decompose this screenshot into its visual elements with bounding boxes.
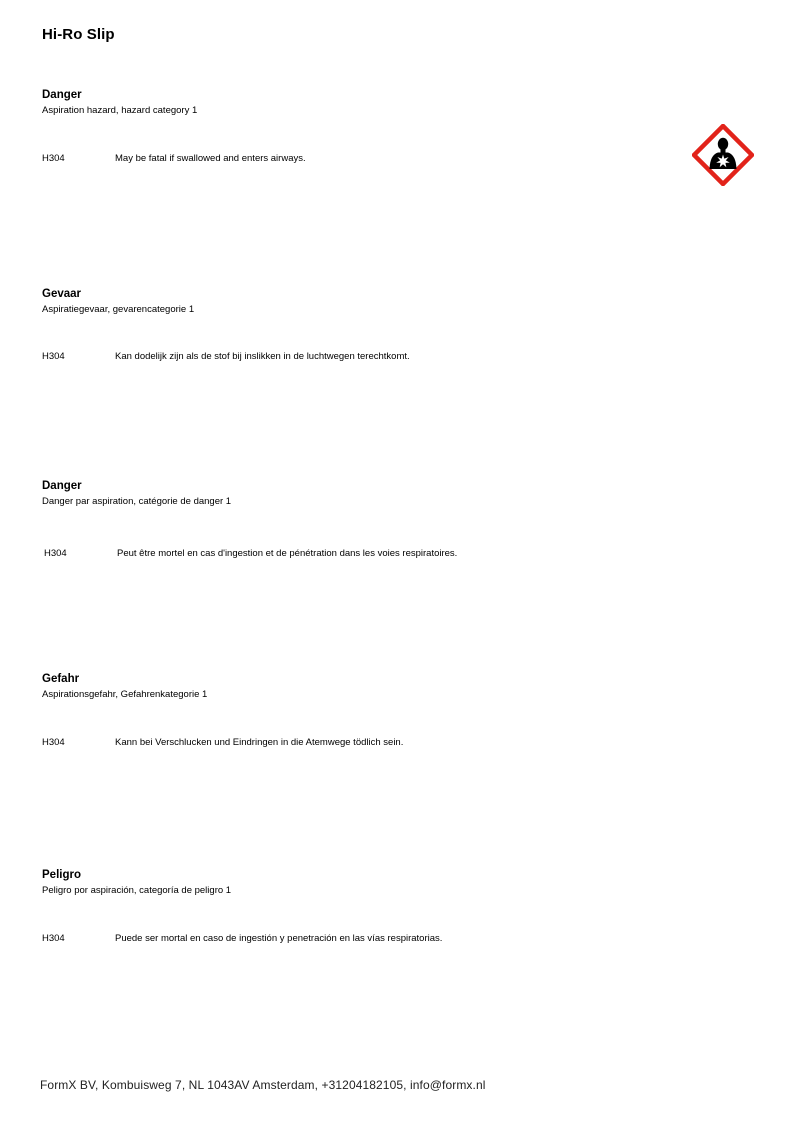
hazard-statement: May be fatal if swallowed and enters airways. [115,153,306,164]
document-title: Hi-Ro Slip [42,26,115,43]
hazard-statement-row [42,736,403,750]
hazard-code: H304 [42,737,65,748]
hazard-statement: Kann bei Verschlucken und Eindringen in die Atemwege tödlich sein. [115,737,404,748]
hazard-classification: Peligro por aspiración, categoría de peligro 1 [42,885,232,896]
signal-word: Peligro [42,869,81,881]
hazard-code: H304 [44,548,67,559]
hazard-statement: Peut être mortel en cas d'ingestion et de pénétration dans les voies respiratoires. [117,548,458,559]
hazard-classification: Aspiratiegevaar, gevarencategorie 1 [42,304,195,315]
hazard-section-de [42,672,662,748]
hazard-classification: Danger par aspiration, catégorie de danger 1 [42,496,232,507]
footer-contact: FormX BV, Kombuisweg 7, NL 1043AV Amsterdam, +31204182105, info@formx.nl [40,1078,486,1092]
signal-word: Gefahr [42,673,80,685]
signal-word: Danger [42,89,82,101]
hazard-section-nl [42,287,662,362]
signal-word: Danger [42,480,82,492]
hazard-classification: Aspirationsgefahr, Gefahrenkategorie 1 [42,689,208,700]
hazard-section-en [42,88,662,164]
hazard-statement-row [42,152,306,166]
hazard-statement-row [42,350,410,364]
hazard-statement: Kan dodelijk zijn als de stof bij inslikken in de luchtwegen terechtkomt. [115,351,410,362]
hazard-section-fr [42,479,662,559]
hazard-statement-row [42,932,442,946]
hazard-classification: Aspiration hazard, hazard category 1 [42,105,198,116]
health-hazard-icon [692,124,754,186]
hazard-code: H304 [42,153,65,164]
hazard-statement-row [44,547,457,561]
hazard-section-es [42,868,662,944]
signal-word: Gevaar [42,288,82,300]
hazard-code: H304 [42,351,65,362]
hazard-code: H304 [42,933,65,944]
hazard-statement: Puede ser mortal en caso de ingestión y penetración en las vías respiratorias. [115,933,443,944]
